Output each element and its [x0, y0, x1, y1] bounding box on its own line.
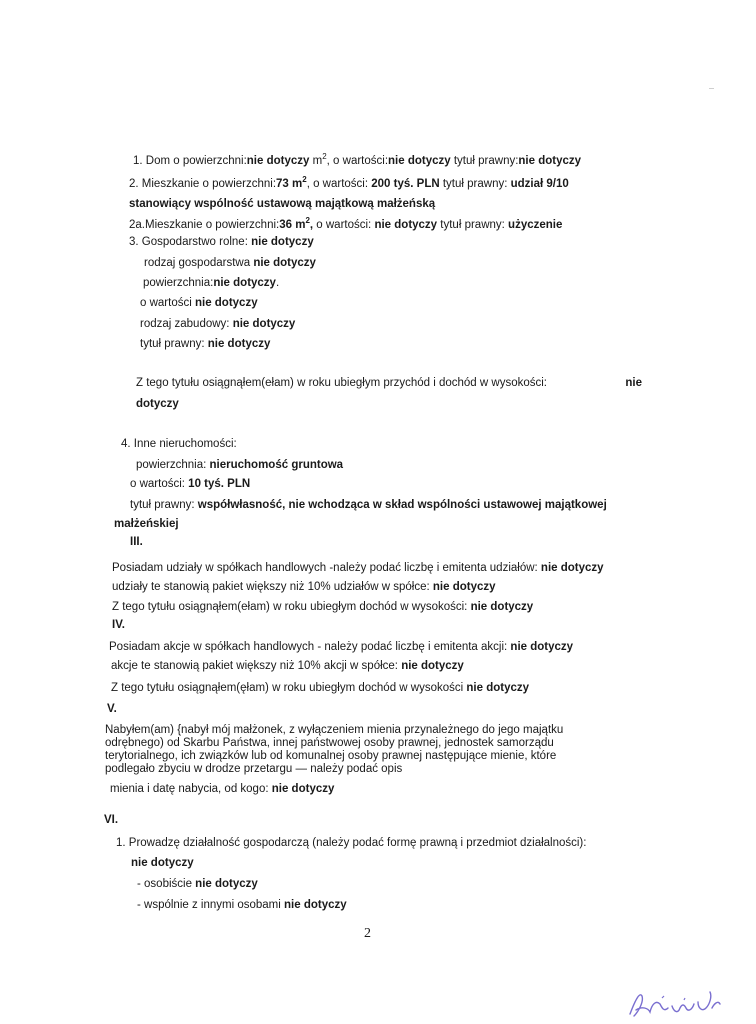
section-6-line-1-value: nie dotyczy [131, 857, 194, 869]
item-2-ownership: stanowiący wspólność ustawową majątkową małżeńską [129, 198, 436, 210]
item-3-farm: 3. Gospodarstwo rolne: nie dotyczy [129, 236, 314, 248]
item-2-apartment: 2. Mieszkanie o powierzchni:73 $m^2$, o wartości: 200 tyś. PLN tytuł prawny: udział 9/10 [129, 175, 569, 190]
section-6-numeral: VI. [104, 814, 119, 826]
item-4-other-property: 4. Inne nieruchomości: [121, 438, 237, 450]
section-4-numeral: IV. [112, 619, 126, 631]
signature-image [626, 986, 722, 1020]
item-4-title: tytuł prawny: współwłasność, nie wchodząca w skład wspólności ustawowej majątkowej [130, 499, 607, 511]
section-5-para-4: podlegało zbyciu w drodze przetargu — należy podać opis [105, 763, 403, 775]
item-3-income: Z tego tytułu osiągnąłem(ełam) w roku ubiegłym przychód i dochód w wysokości: nie [136, 377, 642, 389]
section-5-para-3: terytorialnego, ich związków lub od komunalnej osoby prawnej następujące mienie, które [105, 750, 557, 762]
section-3-numeral: III. [130, 536, 143, 548]
scan-mark [709, 88, 714, 93]
section-5-numeral: V. [107, 703, 117, 715]
item-3-farm-buildings: rodzaj zabudowy: nie dotyczy [140, 318, 296, 330]
section-6-line-3: - wspólnie z innymi osobami nie dotyczy [137, 899, 347, 911]
item-3-farm-type: rodzaj gospodarstwa nie dotyczy [144, 257, 316, 269]
section-6-line-2: - osobiście nie dotyczy [137, 878, 258, 890]
section-4-line-2: akcje te stanowią pakiet większy niż 10% akcji w spółce: nie dotyczy [111, 660, 464, 672]
item-3-farm-area: powierzchnia:nie dotyczy. [143, 277, 280, 289]
section-4-line-3: Z tego tytułu osiągnąłem(ęłam) w roku ubiegłym dochód w wysokości nie dotyczy [111, 682, 530, 694]
item-4-title-cont: małżeńskiej [114, 518, 179, 530]
item-4-area: powierzchnia: nieruchomość gruntowa [136, 459, 344, 471]
page-number: 2 [364, 926, 371, 941]
section-5-para-2: odrębnego) od Skarbu Państwa, innej państwowej osoby prawnej, jednostek samorządu [105, 737, 554, 749]
item-3-farm-value: o wartości nie dotyczy [140, 297, 258, 309]
section-6-line-1: 1. Prowadzę działalność gospodarczą (należy podać formę prawną i przedmiot działalności): [116, 837, 587, 849]
item-3-farm-title: tytuł prawny: nie dotyczy [140, 338, 271, 350]
item-2a-apartment: 2a.Mieszkanie o powierzchni:36 $m^2$, o wartości: nie dotyczy tytuł prawny: użyczenie [129, 216, 563, 231]
section-3-line-3: Z tego tytułu osiągnąłem(ełam) w roku ubiegłym dochód w wysokości: nie dotyczy [112, 601, 534, 613]
section-5-line-5: mienia i datę nabycia, od kogo: nie dotyczy [110, 783, 335, 795]
item-1-house: 1. Dom o powierzchni:nie dotyczy $m^2$, o wartości:nie dotyczy tytuł prawny:nie dotyczy [133, 152, 582, 167]
section-3-line-2: udziały te stanowią pakiet większy niż 10% udziałów w spółce: nie dotyczy [112, 581, 496, 593]
section-4-line-1: Posiadam akcje w spółkach handlowych - należy podać liczbę i emitenta akcji: nie dotyczy [109, 641, 574, 653]
item-4-value: o wartości: 10 tyś. PLN [130, 478, 251, 490]
item-3-income-value: dotyczy [136, 398, 179, 410]
section-5-para-1: Nabyłem(am) {nabył mój małżonek, z wyłączeniem mienia przynależnego do jego majątku [105, 724, 564, 736]
section-3-line-1: Posiadam udziały w spółkach handlowych -należy podać liczbę i emitenta udziałów: nie dotyczy [112, 562, 604, 574]
